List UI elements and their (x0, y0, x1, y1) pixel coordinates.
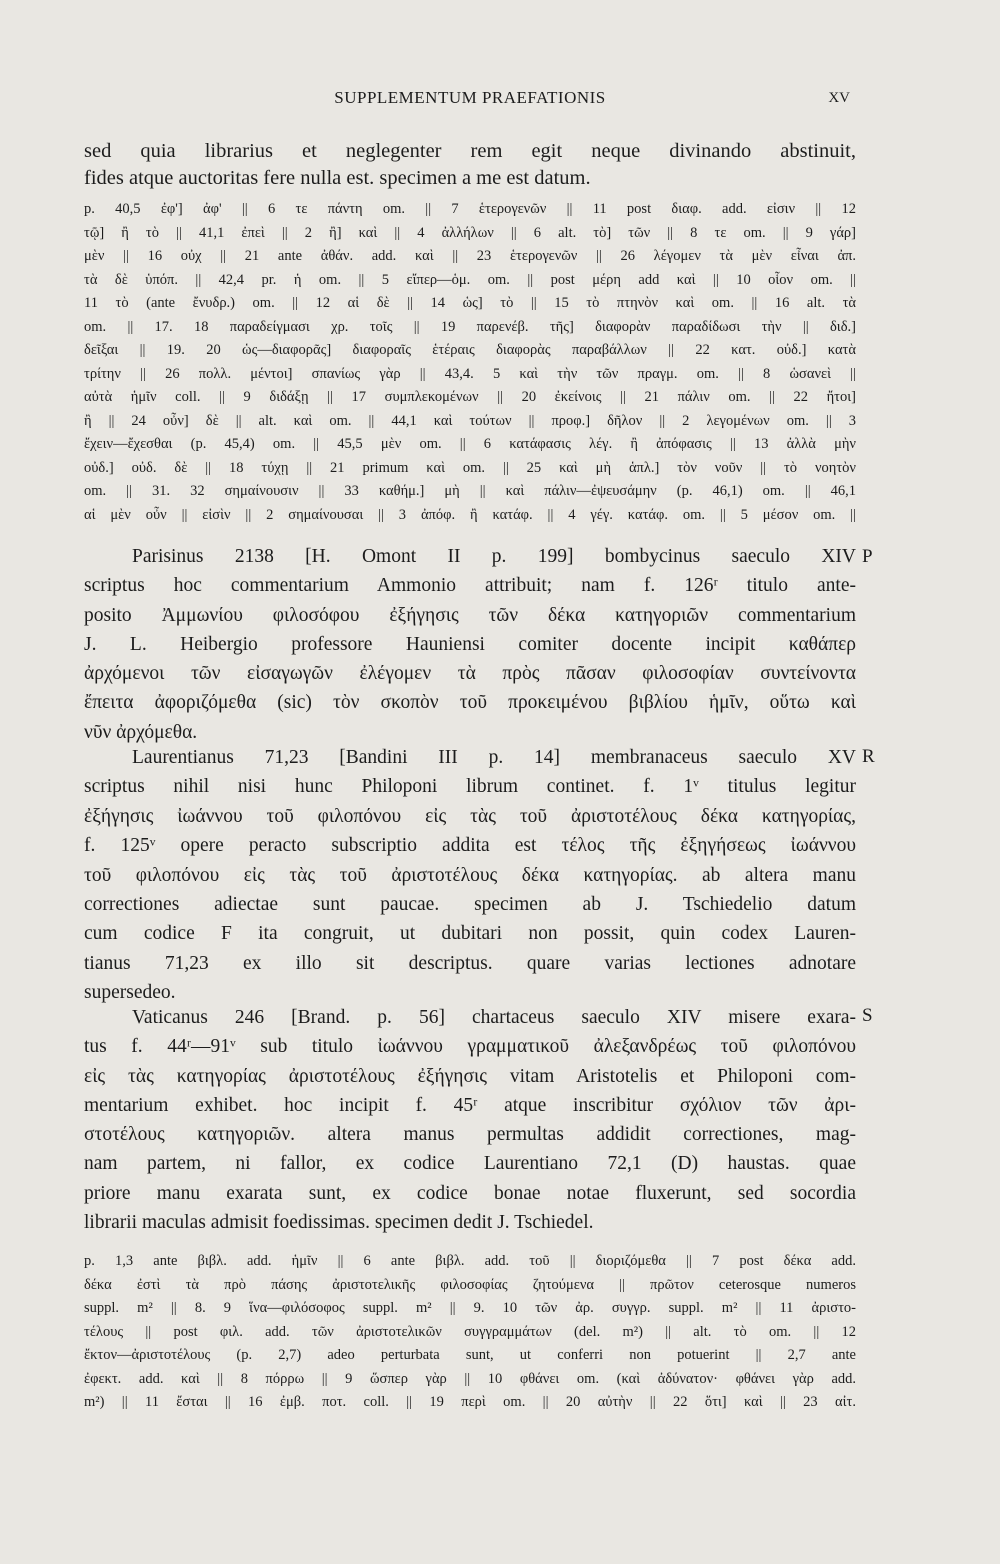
text-line: mentarium exhibet. hoc incipit f. 45ʳ atque inscribitur σχόλιον τῶν ἀρι- (84, 1094, 856, 1116)
text-line: tus f. 44ʳ—91ᵛ sub titulo ἰωάννου γραμματικοῦ ἀλεξανδρέως τοῦ φιλοπόνου (84, 1036, 856, 1058)
apparatus-line: τὰ δὲ ὑπόπ. || 42,4 pr. ἡ om. || 5 εἴπερ—ὁμ. om. || post μέρη add καὶ || 10 οἷον om. || (84, 271, 856, 288)
apparatus-line: τρίτην || 26 πολλ. μέντοι] σπανίως γὰρ || 43,4. 5 καὶ τὴν τῶν πραγμ. om. || 8 ὡσανεὶ || (84, 365, 856, 382)
apparatus-line: δεῖξαι || 19. 20 ὡς—διαφορᾶς] διαφοραῖς ἑτέραις διαφορὰς παραβάλλων || 22 κατ. οὐδ.] κατὰ (84, 342, 856, 358)
text-line: posito Ἀμμωνίου φιλοσόφου ἐξήγησις τῶν δέκα κατηγοριῶν commentarium (84, 604, 856, 626)
apparatus-line: μὲν || 16 οὐχ || 21 ante ἀθάν. add. καὶ || 23 ἑτερογενῶν || 26 λέγομεν τὰ μὲν εἶναι ἀπ. (84, 248, 856, 264)
critical-apparatus-1 (84, 198, 856, 527)
text-line: scriptus nihil nisi hunc Philoponi librum continet. f. 1ᵛ titulus legitur (84, 776, 856, 798)
intro-paragraph (84, 138, 856, 192)
running-title: SUPPLEMENTUM PRAEFATIONIS (334, 88, 606, 107)
text-line: στοτέλους κατηγοριῶν. altera manus permultas addidit correctiones, mag- (84, 1124, 856, 1146)
text-line: fides atque auctoritas fere nulla est. specimen a me est datum. (84, 167, 591, 189)
text-line: f. 125ᵛ opere peracto subscriptio addita est τέλος τῆς ἐξηγήσεως ἰωάννου (84, 835, 856, 857)
text-line: εἰς τὰς κατηγορίας ἀριστοτέλους ἐξήγησις vitam Aristotelis et Philoponi com- (84, 1065, 856, 1087)
text-line: ἀρχόμενοι τῶν εἰσαγωγῶν ἐλέγομεν τὰ πρὸς πᾶσαν φιλοσοφίαν συντείνοντα (84, 663, 856, 685)
text-line: cum codice F ita congruit, ut dubitari non possit, quin codex Lauren- (84, 923, 856, 945)
apparatus-line: ἐφεκτ. add. καὶ || 8 πόρρω || 9 ὥσπερ γὰρ || 10 φθάνει om. (καὶ ἀδύνατον· φθάνει γὰρ add. (84, 1370, 856, 1387)
apparatus-line: τῷ] ἢ τὸ || 41,1 ἐπεὶ || 2 ἢ] καὶ || 4 ἀλλήλων || 6 alt. τὸ] τῶν || 8 τε om. || 9 γάρ] (84, 224, 856, 241)
text-line: tianus 71,23 ex illo sit descriptus. quare varias lectiones adnotare (84, 952, 856, 974)
text-line: ἐξήγησις ἰωάννου τοῦ φιλοπόνου εἰς τὰς τοῦ ἀριστοτέλους δέκα κατηγορίας, (84, 805, 856, 827)
critical-apparatus-2 (84, 1250, 856, 1415)
text-line: νῦν ἀρχόμεθα. (84, 721, 198, 743)
paragraph-vaticanus (84, 1003, 856, 1237)
siglum-r: R (862, 746, 875, 767)
paragraph-laurentianus (84, 743, 856, 1008)
apparatus-line: p. 1,3 ante βιβλ. add. ἡμῖν || 6 ante βιβλ. add. τοῦ || διοριζόμεθα || 7 post δέκα add. (84, 1253, 856, 1269)
apparatus-line: δέκα ἐστὶ τὰ πρὸ πάσης ἀριστοτελικῆς φιλοσοφίας ζητούμενα || πρῶτον ceterosque numeros (84, 1276, 856, 1293)
apparatus-line: ἢ || 24 οὖν] δὲ || alt. καὶ om. || 44,1 καὶ τούτων || προφ.] δῆλον || 2 λεγομένων om. || 3 (84, 412, 856, 429)
text-line: scriptus hoc commentarium Ammonio attribuit; nam f. 126ʳ titulo ante- (84, 575, 856, 597)
text-line: sed quia librarius et neglegenter rem egit neque divinando abstinuit, (84, 140, 856, 162)
text-line: correctiones adiectae sunt paucae. specimen ab J. Tschiedelio datum (84, 893, 856, 915)
text-line: supersedeo. (84, 982, 176, 1004)
apparatus-line: 11 τὸ (ante ἔνυδρ.) om. || 12 αἱ δὲ || 14 ὡς] τὸ || 15 τὸ πτηνὸν καὶ om. || 16 alt. τὰ (84, 295, 856, 311)
apparatus-line: ἔχειν—ἔχεσθαι (p. 45,4) om. || 45,5 μὲν om. || 6 κατάφασις λέγ. ἢ ἀπόφασις || 13 ἀλλὰ μὴν (84, 436, 856, 452)
siglum-s: S (862, 1005, 873, 1026)
apparatus-line: αἱ μὲν οὖν || εἰσὶν || 2 σημαίνουσαι || 3 ἀπόφ. ἢ κατάφ. || 4 γέγ. κατάφ. om. || 5 μέσον om. || (84, 506, 856, 523)
text-line: ἔπειτα ἀφοριζόμεθα (sic) τὸν σκοπὸν τοῦ προκειμένου βιβλίου ἡμῖν, οὕτω καὶ (84, 692, 856, 714)
paragraph-parisinus (84, 542, 856, 747)
text-line: librarii maculas admisit foedissimas. specimen dedit J. Tschiedel. (84, 1212, 594, 1234)
apparatus-line: suppl. m² || 8. 9 ἵνα—φιλόσοφος suppl. m² || 9. 10 τῶν ἀρ. συγγρ. suppl. m² || 11 ἀριστο- (84, 1300, 856, 1316)
text-line: τοῦ φιλοπόνου εἰς τὰς τοῦ ἀριστοτέλους δέκα κατηγορίας. ab altera manu (84, 864, 856, 886)
apparatus-line: m²) || 11 ἔσται || 16 ἐμβ. ποτ. coll. || 19 περὶ om. || 20 αὐτὴν || 22 ὅτι] καὶ || 23 αἰτ. (84, 1394, 856, 1410)
apparatus-line: om. || 17. 18 παραδείγμασι χρ. τοῖς || 19 παρενέβ. τῆς] διαφορὰν παραδίδωσι τὴν || διδ.] (84, 318, 856, 335)
apparatus-line: om. || 31. 32 σημαίνουσιν || 33 καθήμ.] μὴ || καὶ πάλιν—ἐψευσάμην (p. 46,1) om. || 46,1 (84, 483, 856, 499)
text-line: Vaticanus 246 [Brand. p. 56] chartaceus saeculo XIV misere exara- (132, 1007, 856, 1028)
apparatus-line: τέλους || post φιλ. add. τῶν ἀριστοτελικῶν συγγραμμάτων (del. m²) || alt. τὸ om. || 12 (84, 1323, 856, 1340)
apparatus-line: ἔκτον—ἀριστοτέλους (p. 2,7) adeo perturbata sunt, ut conferri non potuerint || 2,7 ante (84, 1347, 856, 1363)
page-header (0, 88, 1000, 112)
page-number: XV (828, 90, 850, 106)
text-line: J. L. Heibergio professore Hauniensi comiter docente incipit καθάπερ (84, 633, 856, 655)
text-line: priore manu exarata sunt, ex codice bonae notae fluxerunt, sed socordia (84, 1182, 856, 1204)
text-line: Parisinus 2138 [H. Omont II p. 199] bombycinus saeculo XIV (132, 546, 856, 567)
text-line: nam partem, ni fallor, ex codice Laurentiano 72,1 (D) haustas. quae (84, 1153, 856, 1175)
apparatus-line: αὐτὰ ἡμῖν coll. || 9 διδάξῃ || 17 συμπλεκομένων || 20 ἐκείνοις || 21 πάλιν om. || 22 ἤτοι] (84, 389, 856, 405)
text-line: Laurentianus 71,23 [Bandini III p. 14] membranaceus saeculo XV (132, 747, 856, 768)
apparatus-line: p. 40,5 ἐφ'] ἀφ' || 6 τε πάντη om. || 7 ἑτερογενῶν || 11 post διαφ. add. εἰσιν || 12 (84, 201, 856, 217)
apparatus-line: οὐδ.] οὐδ. δὲ || 18 τύχῃ || 21 primum καὶ om. || 25 καὶ μὴ ἁπλ.] τὸν νοῦν || τὸ νοητὸν (84, 459, 856, 476)
siglum-p: P (862, 546, 873, 567)
